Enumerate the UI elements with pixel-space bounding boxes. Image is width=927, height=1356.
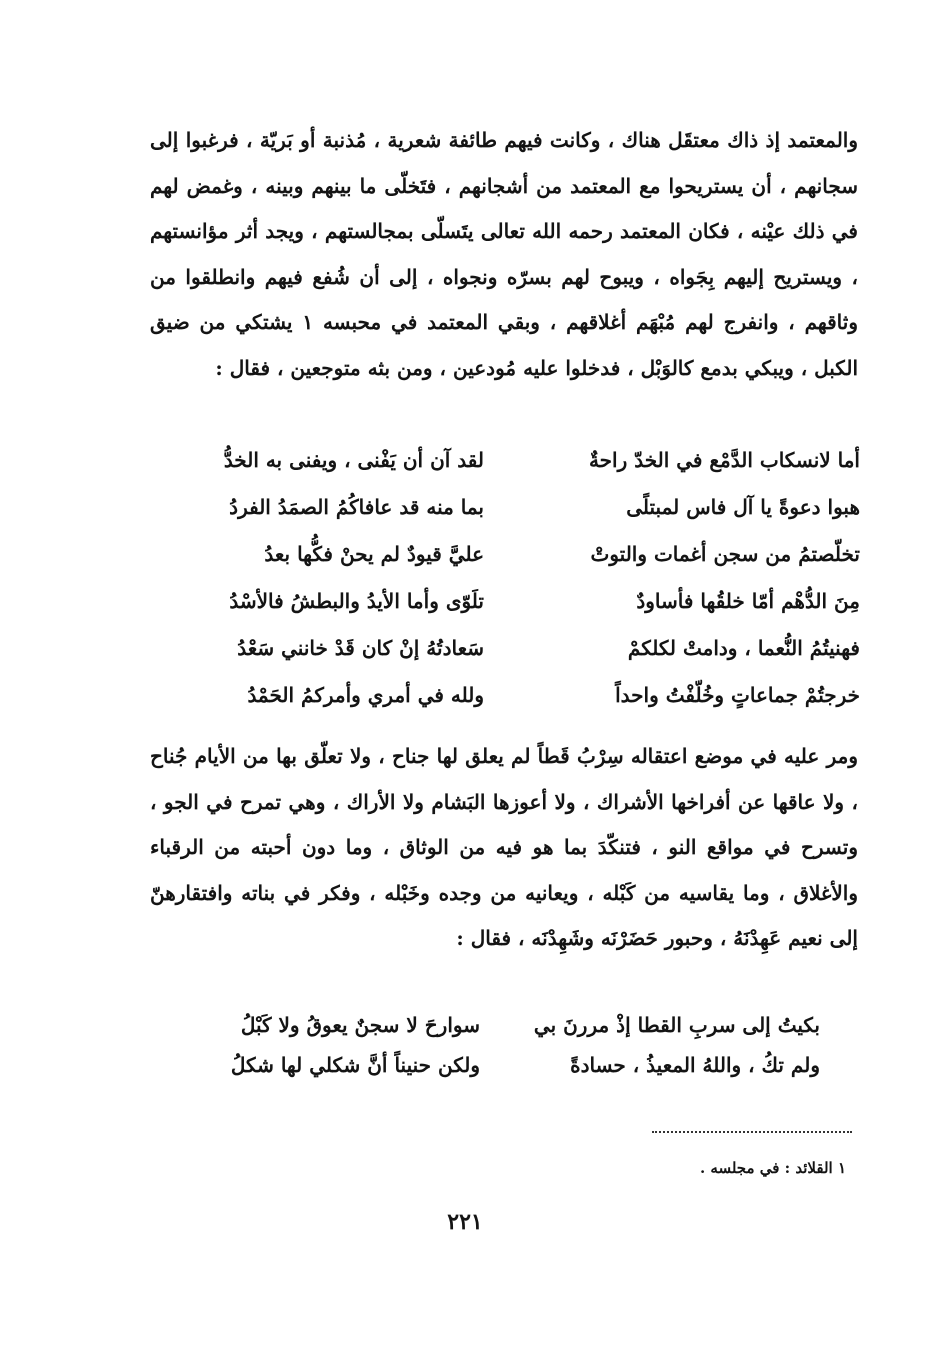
verse: [160, 1045, 820, 1085]
verse: [132, 484, 860, 531]
hemistich-first: هبوا دعوةً يا آل فاس لمبتلًى: [626, 495, 860, 519]
page-number: ٢٢١: [447, 1209, 483, 1235]
footnote-separator: [652, 1131, 852, 1133]
verse: [132, 672, 860, 719]
hemistich-second: ولله في أمري وأمركمُ الحَمْدُ: [247, 683, 484, 707]
hemistich-first: أما لانسكاب الدَّمْع في الخدّ راحةٌ: [588, 448, 860, 472]
verse: [132, 578, 860, 625]
hemistich-second: لقد آن أن يَفْنى ، ويفنى به الخدُّ: [223, 448, 484, 472]
paragraph-1-text: والمعتمد إذ ذاك معتقَل هناك ، وكانت فيهم طائفة شعرية ، مُذنبة أو بَريّة ، فرغبوا إلى سجانهم ، أن يستريحوا مع المعتمد من أشجانهم ، فتَخلّى ما بينهم وبينه ، وغمض لهم في ذلك عيْنه ، فكان المعتمد رحمه الله تعالى يتَسلّى بمجالستهم ، ويجد أثر مؤانستهم ، ويستريح إليهم بِجَواه ، ويبوح لهم بسرّه ونجواه ، إلى أن شُفع فيهم وانطلقوا من وثاقهم ، وانفرج لهم مُبْهَم أغلاقهم ، وبقي المعتمد في محبسه ١ يشتكي من ضيق الكبل ، ويبكي بدمع كالوَبْل ، فدخلوا عليه مُودعين ، ومن بثه متوجعين ، فقال :: [150, 128, 858, 380]
hemistich-second: عليَّ قيودٌ لم يحنْ فكُّها بعدُ: [264, 542, 484, 566]
hemistich-second: بما منه قد عافاكُمُ الصمَدُ الفردُ: [229, 495, 484, 519]
hemistich-first: بكيتُ إلى سربِ القطا إذْ مررنَ بي: [533, 1013, 820, 1037]
paragraph-2-text: ومر عليه في موضع اعتقاله سِرْبُ قَطاً لم يعلق لها جناح ، ولا تعلّق بها من الأيام جُناح ، ولا عاقها عن أفراخها الأشراك ، ولا أعوزها البَشام ولا الأراك ، وهي تمرح في الجو ، وتسرح في مواقع النو ، فتنكّدَ بما هو فيه من الوثاق ، وما دون أحبته من الرقباء والأغلاق ، وما يقاسيه من كَبْله ، ويعانيه من وجده وخَبْله ، وفكر في بناته وافتقارهنّ إلى نعيم عَهِدْنَهُ ، وحبور حَضَرْنَه وشَهِدْنَه ، فقال :: [150, 744, 858, 950]
hemistich-second: سَعادتُهُ إنْ كان قَدْ خانني سَعْدُ: [237, 636, 484, 660]
hemistich-first: ولم تكُ ، واللهُ المعيذُ ، حسادةً: [570, 1053, 820, 1077]
hemistich-second: سوارحَ لا سجنٌ يعوقُ ولا كَبْلُ: [240, 1013, 480, 1037]
verse: [132, 531, 860, 578]
poem-2: [160, 1005, 820, 1085]
verse: [132, 625, 860, 672]
hemistich-first: فهنيتُمُ النُّعما ، ودامتْ لكلكمْ: [627, 636, 860, 660]
hemistich-first: خرجتُمْ جماعاتٍ وخُلّفْتُ واحداً: [615, 683, 860, 707]
poem-1: [132, 437, 860, 719]
paragraph-2: [150, 734, 858, 962]
hemistich-first: تخلّصتمُ من سجن أغمات والتوتْ: [590, 542, 860, 566]
verse: [132, 437, 860, 484]
hemistich-second: تلَوّى وأما الأيدُ والبطشُ فالأسْدُ: [229, 589, 484, 613]
paragraph-1: [150, 118, 858, 391]
footnote: ١ القلائد : في مجلسه .: [699, 1159, 846, 1177]
hemistich-first: مِنَ الدُّهْم أمّا خلقُها فأساودٌ: [636, 589, 860, 613]
hemistich-second: ولكن حنيناً أنَّ شكلي لها شكلُ: [230, 1053, 480, 1077]
verse: [160, 1005, 820, 1045]
